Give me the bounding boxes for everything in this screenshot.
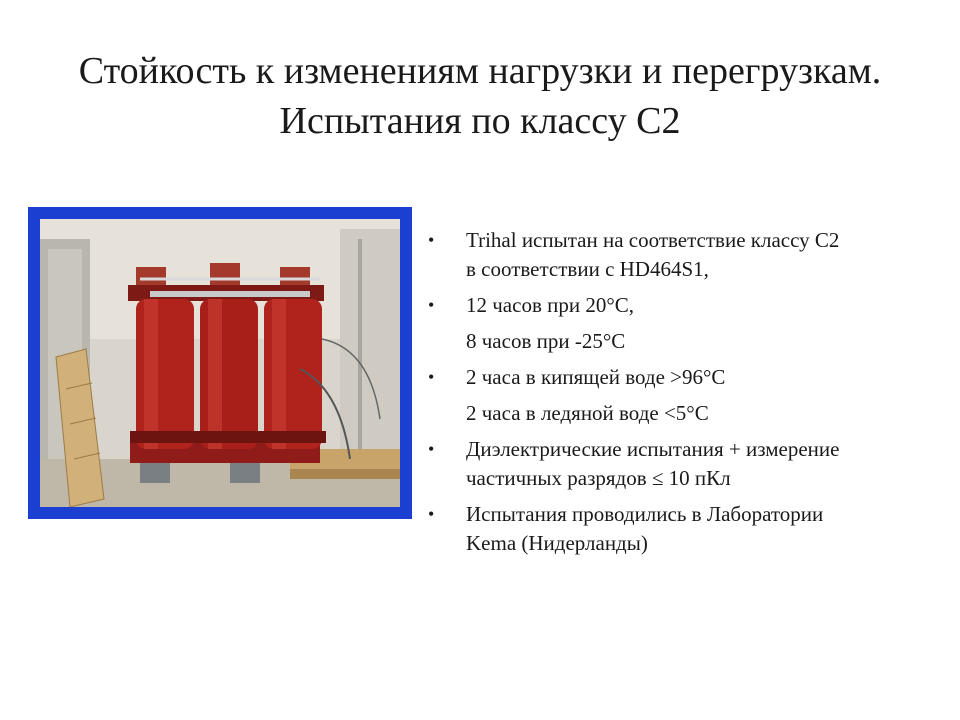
bullet-text: 12 часов при 20°С, <box>466 293 634 317</box>
photo-frame <box>28 207 412 519</box>
bullet-item <box>428 327 948 356</box>
bullet-icon: • <box>428 230 435 250</box>
bullet-text: 8 часов при -25°С <box>466 329 626 353</box>
bullet-text: Kema (Нидерланды) <box>466 531 648 555</box>
bullet-text: Trihal испытан на соответствие классу С2 <box>466 228 840 252</box>
bullet-text: Диэлектрические испытания + измерение <box>466 437 840 461</box>
bullet-item <box>428 291 948 320</box>
bullet-list <box>428 226 948 565</box>
slide-title <box>0 46 960 146</box>
bullet-text: Испытания проводились в Лаборатории <box>466 502 824 526</box>
bullet-text: частичных разрядов ≤ 10 пКл <box>466 466 731 490</box>
bullet-item <box>428 435 948 493</box>
bullet-text: в соответствии с HD464S1, <box>466 257 709 281</box>
title-line-2: Испытания по классу С2 <box>279 100 681 142</box>
bullet-text: 2 часа в ледяной воде <5°С <box>466 401 709 425</box>
transformer-photo <box>40 219 400 507</box>
bullet-item <box>428 226 948 284</box>
bullet-text: 2 часа в кипящей воде >96°С <box>466 365 726 389</box>
bullet-item <box>428 363 948 392</box>
bullet-icon: • <box>428 295 435 315</box>
bullet-icon: • <box>428 367 435 387</box>
bullet-item <box>428 500 948 558</box>
transformer-illustration <box>40 219 400 507</box>
bullet-icon: • <box>428 439 435 459</box>
title-line-1: Стойкость к изменениям нагрузки и перегрузкам. <box>78 50 882 92</box>
bullet-item <box>428 399 948 428</box>
bullet-icon: • <box>428 504 435 524</box>
